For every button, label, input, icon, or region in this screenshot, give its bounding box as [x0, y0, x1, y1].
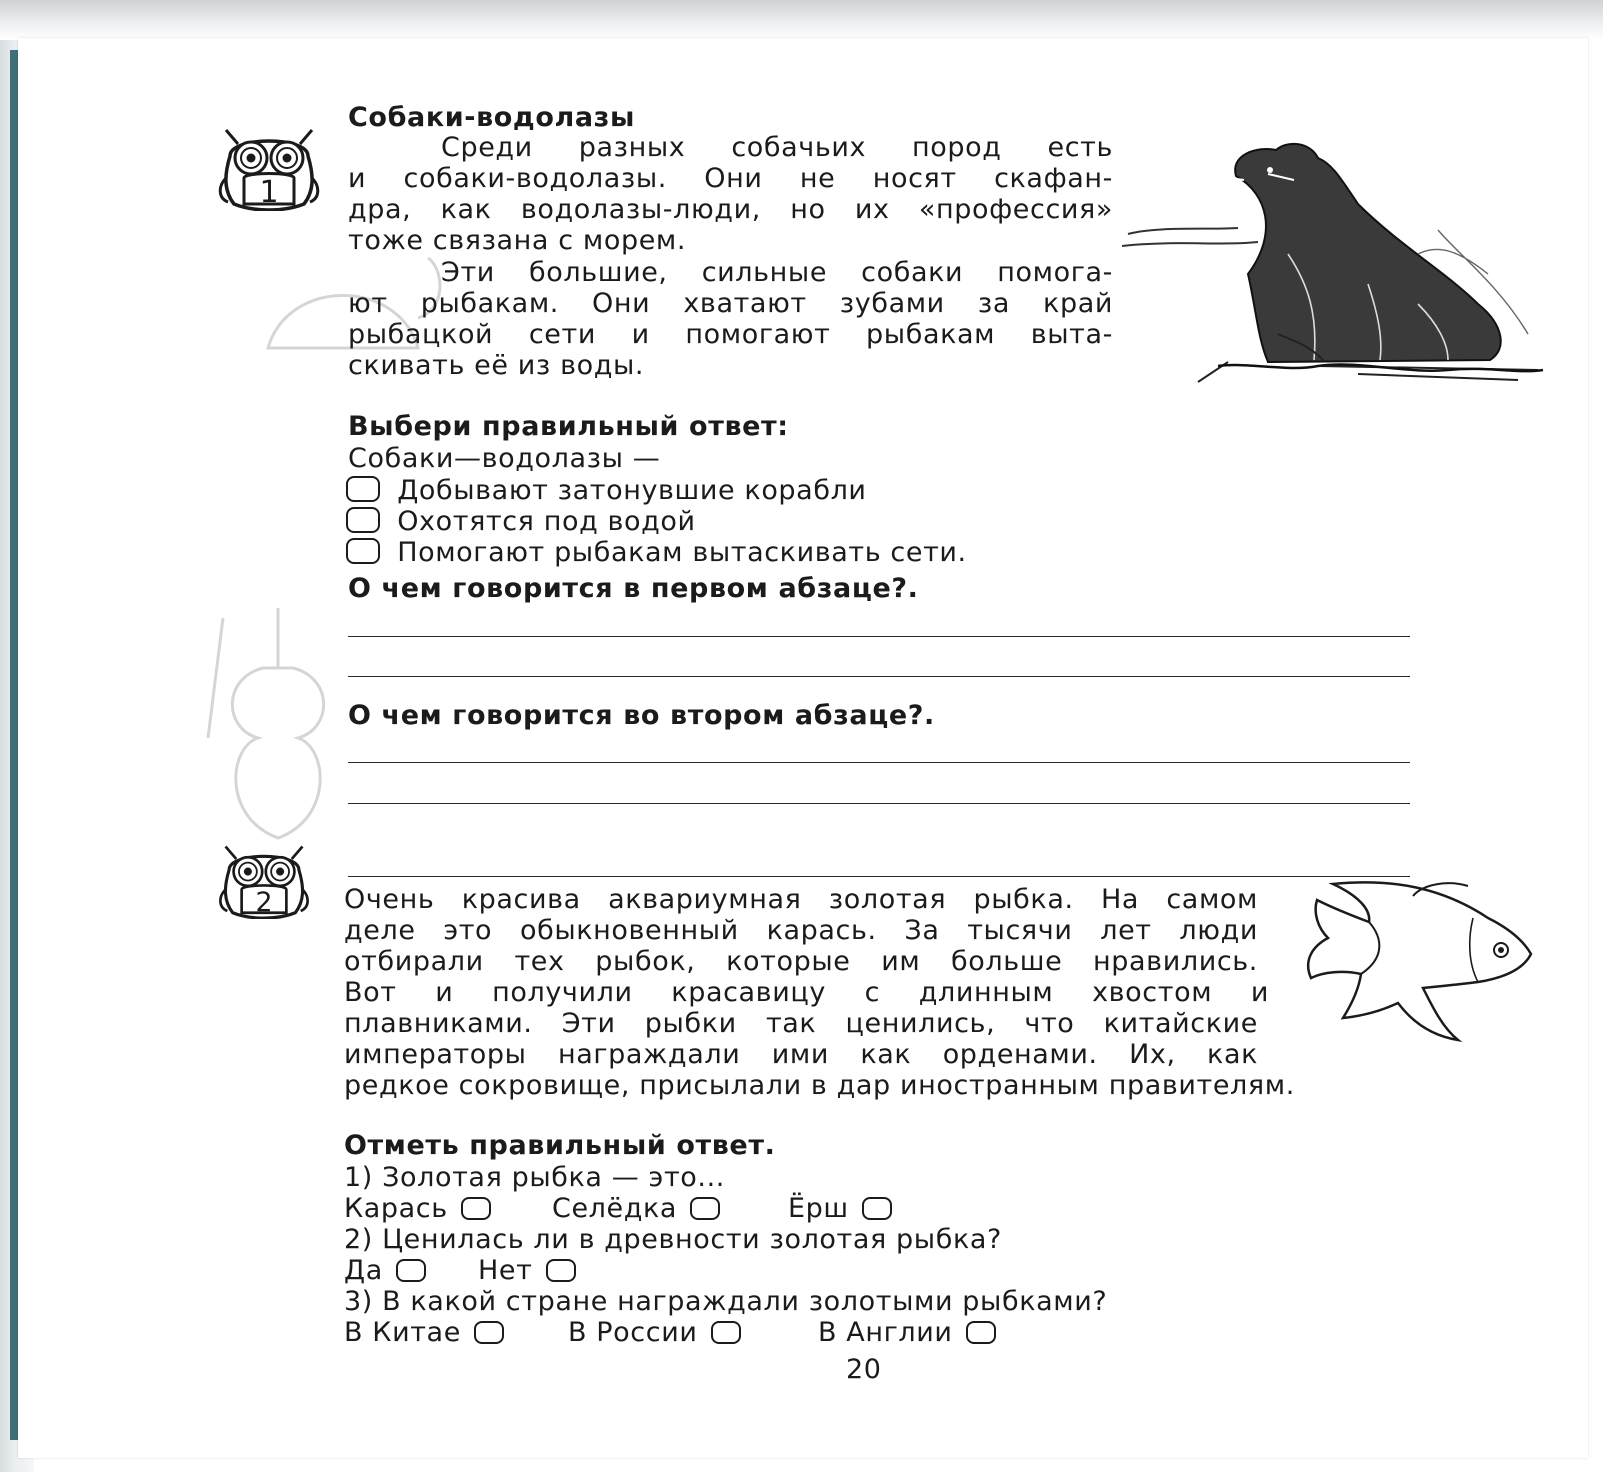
- svg-text:2: 2: [255, 886, 273, 918]
- q3-option-china[interactable]: [344, 1317, 504, 1348]
- scan-edge-top: [0, 0, 1603, 40]
- checkbox-icon[interactable]: [966, 1321, 996, 1344]
- checkbox-icon[interactable]: [346, 476, 380, 502]
- option-label: В России: [568, 1317, 698, 1348]
- option-label: Помогают рыбакам вытаскивать сети.: [397, 537, 967, 568]
- choose-heading: Выбери правильный ответ:: [348, 411, 789, 442]
- option-label: Селёдка: [552, 1193, 678, 1224]
- task1-p2-line4: скивать её из воды.: [348, 350, 645, 381]
- task2-line1: Очень красива аквариумная золотая рыбка. На самом: [344, 884, 1258, 915]
- q1-option-seledka[interactable]: [552, 1193, 720, 1224]
- q3-option-russia[interactable]: [568, 1317, 741, 1348]
- checkbox-icon[interactable]: [396, 1259, 426, 1282]
- q2-option-da[interactable]: [344, 1255, 426, 1286]
- worksheet-page: [18, 38, 1588, 1458]
- task1-title: Собаки-водолазы: [348, 102, 635, 133]
- answer-line[interactable]: [348, 636, 1410, 637]
- question-3: 3) В какой стране награждали золотыми рыбками?: [344, 1286, 1108, 1317]
- question-second-paragraph: О чем говорится во втором абзаце?.: [348, 700, 935, 731]
- task2-line4: Вот и получили красавицу с длинным хвостом и: [344, 977, 1269, 1008]
- option-label: Нет: [478, 1255, 533, 1286]
- task2-line5: плавниками. Эти рыбки так ценились, что китайские: [344, 1008, 1258, 1039]
- task2-line7: редкое сокровище, присылали в дар иностранным правителям.: [344, 1070, 1295, 1101]
- task1-p1-line2: и собаки-водолазы. Они не носят скафан-: [348, 163, 1113, 194]
- goldfish-illustration: [1273, 878, 1543, 1048]
- choose-stem: Собаки—водолазы —: [348, 443, 661, 474]
- option-row-3[interactable]: [346, 537, 967, 568]
- checkbox-icon[interactable]: [461, 1197, 491, 1220]
- owl-icon: [214, 834, 314, 919]
- q2-option-net[interactable]: [478, 1255, 576, 1286]
- checkbox-icon[interactable]: [546, 1259, 576, 1282]
- option-label: В Англии: [818, 1317, 953, 1348]
- task1-p2-line2: ют рыбакам. Они хватают зубами за край: [348, 288, 1113, 319]
- checkbox-icon[interactable]: [690, 1197, 720, 1220]
- checkbox-icon[interactable]: [346, 507, 380, 533]
- task2-line6: императоры награждали ими как орденами. Их, как: [344, 1039, 1258, 1070]
- task1-p2-line1: Эти большие, сильные собаки помога-: [441, 257, 1113, 288]
- option-row-2[interactable]: [346, 506, 696, 537]
- task2-line2: деле это обыкновенный карась. За тысячи лет люди: [344, 915, 1258, 946]
- task2-line3: отбирали тех рыбок, которые им больше нравились.: [344, 946, 1258, 977]
- answer-line[interactable]: [348, 876, 1410, 877]
- task1-p1-line4: тоже связана с морем.: [348, 225, 687, 256]
- option-label: Охотятся под водой: [397, 506, 696, 537]
- q1-option-yorsh[interactable]: [788, 1193, 892, 1224]
- checkbox-icon[interactable]: [474, 1321, 504, 1344]
- question-first-paragraph: О чем говорится в первом абзаце?.: [348, 573, 919, 604]
- book-spine: [10, 50, 18, 1440]
- checkbox-icon[interactable]: [711, 1321, 741, 1344]
- option-label: Добывают затонувшие корабли: [397, 475, 867, 506]
- owl-icon: [214, 116, 324, 211]
- checkbox-icon[interactable]: [862, 1197, 892, 1220]
- option-label: В Китае: [344, 1317, 461, 1348]
- violin-bleed-icon: [203, 598, 353, 858]
- task1-p1-line3: дра, как водолазы-люди, но их «профессия»: [348, 194, 1113, 225]
- task1-p2-line3: рыбацкой сети и помогают рыбакам выта-: [348, 319, 1113, 350]
- mark-heading: Отметь правильный ответ.: [344, 1130, 776, 1161]
- question-2: 2) Ценилась ли в древности золотая рыбка?: [344, 1224, 1002, 1255]
- dog-illustration: [1118, 134, 1548, 384]
- option-label: Карась: [344, 1193, 448, 1224]
- question-1: 1) Золотая рыбка — это...: [344, 1162, 725, 1193]
- svg-text:1: 1: [259, 175, 279, 210]
- checkbox-icon[interactable]: [346, 538, 380, 564]
- page-number: 20: [846, 1354, 882, 1385]
- q1-option-karas[interactable]: [344, 1193, 491, 1224]
- answer-line[interactable]: [348, 676, 1410, 677]
- option-row-1[interactable]: [346, 475, 867, 506]
- task1-p1-line1: Среди разных собачьих пород есть: [441, 132, 1113, 163]
- answer-line[interactable]: [348, 803, 1410, 804]
- option-label: Ёрш: [788, 1193, 849, 1224]
- option-label: Да: [344, 1255, 383, 1286]
- q3-option-england[interactable]: [818, 1317, 996, 1348]
- answer-line[interactable]: [348, 762, 1410, 763]
